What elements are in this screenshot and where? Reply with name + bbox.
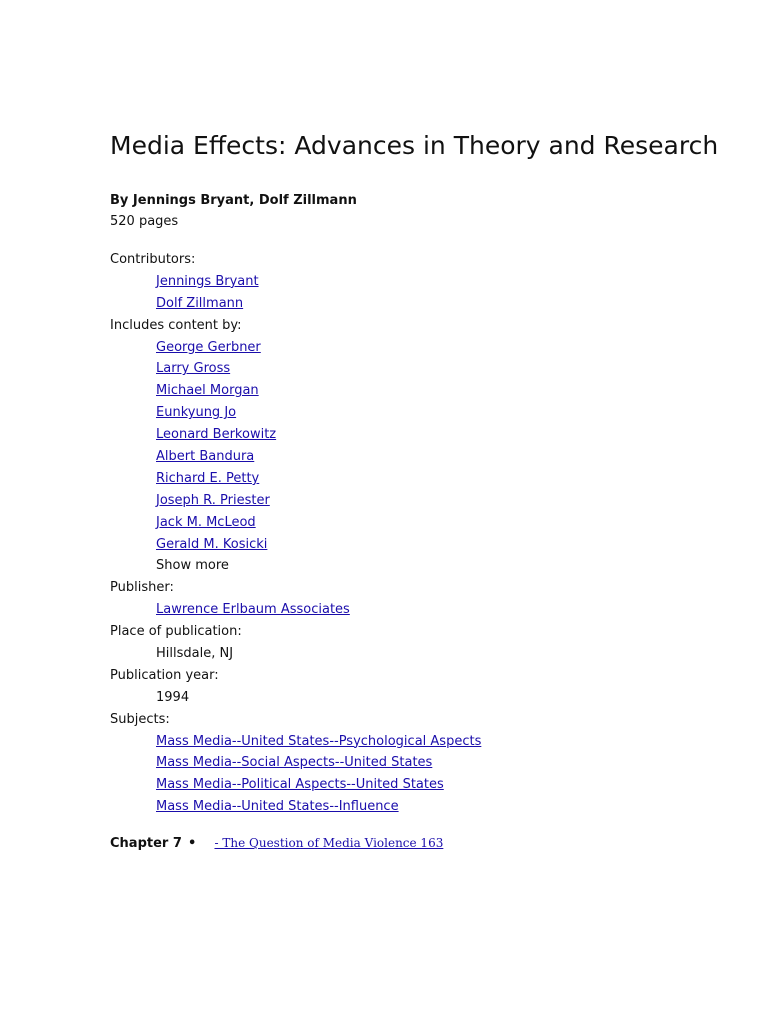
page-title: Media Effects: Advances in Theory and Research (110, 131, 719, 160)
content-author-item (110, 337, 730, 359)
content-author-item (110, 512, 730, 534)
content-author-link[interactable]: Richard E. Petty (156, 470, 260, 486)
content-author-link[interactable]: Eunkyung Jo (156, 405, 237, 421)
contributor-item (110, 293, 730, 315)
content-author-item (110, 402, 730, 424)
year-label: Publication year: (110, 667, 219, 683)
content-author-item (110, 358, 730, 380)
chapter-number: Chapter 7 (110, 836, 182, 852)
content-author-link[interactable]: Joseph R. Priester (156, 492, 270, 508)
content-author-link[interactable]: Albert Bandura (156, 449, 255, 465)
place-label: Place of publication: (110, 624, 242, 640)
subject-link[interactable]: Mass Media--Political Aspects--United States (156, 777, 444, 793)
subjects-label: Subjects: (110, 711, 170, 727)
subject-link[interactable]: Mass Media--United States--Psychological Aspects (156, 733, 482, 749)
place-value: Hillsdale, NJ (156, 646, 234, 662)
subject-link[interactable]: Mass Media--United States--Influence (156, 799, 399, 815)
content-author-link[interactable]: Michael Morgan (156, 383, 259, 399)
publisher-item (110, 599, 730, 621)
chapter-link[interactable]: - The Question of Media Violence 163 (214, 836, 444, 851)
subject-item (110, 774, 730, 796)
content-author-link[interactable]: George Gerbner (156, 339, 261, 355)
subject-item (110, 731, 730, 753)
publisher-link[interactable]: Lawrence Erlbaum Associates (156, 602, 350, 618)
chapter-entry (110, 832, 730, 855)
contributors-label: Contributors: (110, 252, 196, 267)
content-author-link[interactable]: Gerald M. Kosicki (156, 536, 268, 552)
page-count: 520 pages (110, 214, 179, 229)
content-author-item (110, 380, 730, 402)
author-byline: By Jennings Bryant, Dolf Zillmann (110, 193, 357, 208)
content-author-link[interactable]: Jack M. McLeod (156, 514, 256, 530)
content-author-item (110, 468, 730, 490)
year-value: 1994 (156, 689, 190, 705)
contributor-item (110, 271, 730, 293)
content-author-link[interactable]: Leonard Berkowitz (156, 427, 277, 443)
content-author-item (110, 490, 730, 512)
content-author-link[interactable]: Larry Gross (156, 361, 231, 377)
content-author-item (110, 424, 730, 446)
subject-item (110, 796, 730, 818)
subject-link[interactable]: Mass Media--Social Aspects--United States (156, 755, 433, 771)
content-author-item (110, 446, 730, 468)
contributor-link[interactable]: Jennings Bryant (156, 273, 259, 289)
publisher-label: Publisher: (110, 580, 174, 596)
metadata-list (110, 249, 730, 818)
includes-content-label: Includes content by: (110, 317, 242, 333)
show-more-toggle[interactable]: Show more (156, 558, 229, 574)
subject-item (110, 752, 730, 774)
book-record (110, 124, 730, 855)
bullet-icon: • (188, 836, 197, 852)
contributor-link[interactable]: Dolf Zillmann (156, 295, 244, 311)
content-author-item (110, 534, 730, 556)
